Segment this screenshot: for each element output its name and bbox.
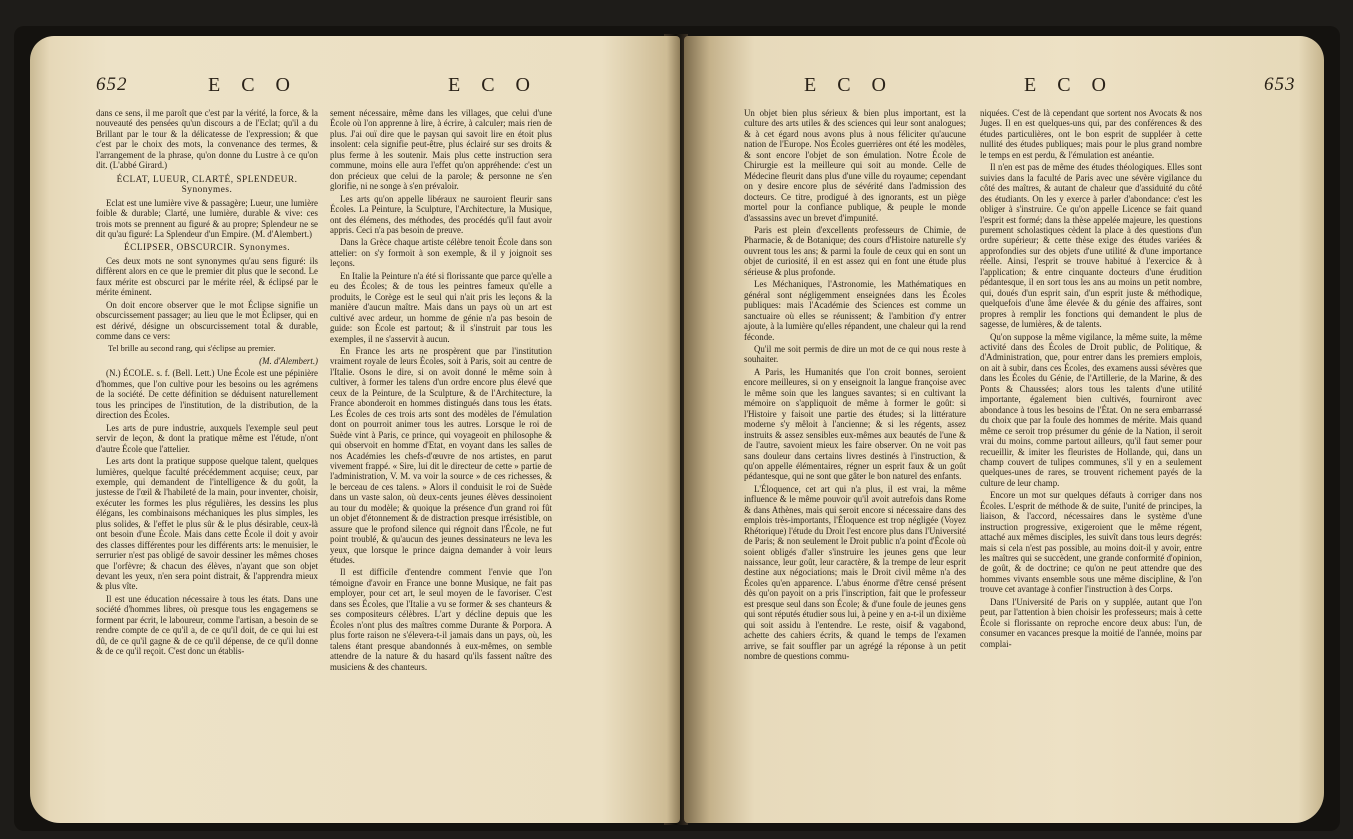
paragraph: L'Éloquence, cet art qui n'a plus, il est vrai, la même influence & le même pouvoir qu'il avoit autrefois dans Rome & dans Athènes, mais qui seroit encore si nécessaire dans des emplois très-importants, l'Éloquence est trop négligée (Voyez Rhétorique) l'étude du Droit l'est encore plus dans l'Université de Paris; & non seulement le Droit public n'a point d'École où soient obligés d'aller s'instruire les jeunes gens que leur naissance, leur goût, leur caractère, & la trempe de leur esprit destine aux négociations; mais le Droit civil même n'a des Écoles qu'en apparence. L'abus énorme d'être censé présent dès qu'on payoit on a pris l'inscription, fait que le professeur est presque seul dans son École; & d'une foule de jeunes gens qui sont réputés étudier sous lui, à peine y en a-t-il un dixième qui soit assidu à l'entendre. Le reste, oisif & vagabond, achette des cahiers écrits, & quand le temps de l'examen arrive, se fait souffler par un agrégé la réponse à un petit nombre de questions commu- [744,483,966,662]
left-page-header [30,74,680,102]
paragraph: Qu'il me soit permis de dire un mot de ce qui nous reste à souhaiter. [744,343,966,365]
open-book [14,26,1340,831]
paragraph: Les arts de pure industrie, auxquels l'exemple seul peut servir de leçon, & dont la pratique même est l'étude, n'ont d'autre École que l'attelier. [96,422,318,454]
paragraph: Les Méchaniques, l'Astronomie, les Mathématiques en général sont négligemment enseignées dans les Écoles publiques: mais l'Académie des Sciences est comme un sanctuaire où elles se réunissent; & l'ambition d'y entrer ajoute, à la lumière qu'elles répandent, une chaleur qui la rend féconde. [744,279,966,342]
paragraph: sement nécessaire, même dans les villages, que celui d'une École où l'on apprenne à lire, à écrire, à calculer; mais rien de plus. J'ai ouï dire que le paysan qui savoit lire en étoit plus insolent: cela signifie peut-être, plus éclairé sur ses droits & plus ferme à les soutenir. Mais plus cette instruction sera commune, moins elle aura l'effet qu'on appréhende: c'est un don précieux que celui de la parole; & personne ne s'en glorifie, ni ne songe à s'en prévaloir. [330,108,552,192]
right-column-2 [980,108,1202,651]
paragraph: On doit encore observer que le mot Éclipse signifie un obscurcissement passager; au lieu que le mot Éclipser, qui en est dérivé, désigne un obscurcissement total & durable, comme dans ce vers: [96,299,318,342]
right-page-header [684,74,1324,102]
paragraph: Qu'on suppose la même vigilance, la même suite, la même activité dans des Écoles de Droit public, de Politique, & d'Administration, que, pour entrer dans les premiers emplois, on ait à subir, dans ces Écoles, des examens aussi sévères que dans les Écoles du Génie, de l'Artillerie, de la Marine, & des Ponts & Chaussées; alors tous les talents d'une utilité importante, également bien cultivés, fourniront avec abondance à tous les besoins de l'État. On ne sera embarrassé du choix que par la foule des hommes de mérite. Mais quand même ce seroit trop présumer du génie de la Nation, il seroit vrai du moins, comme partout ailleurs, qu'il faut semer pour recueillir, & imiter les fleuristes de Hollande, qui, dans un champ couvert de tulipes communes, s'il y en a seulement quelques-unes de rares, se trouvent richement payés de la culture de leur champ. [980,331,1202,488]
left-running-head-1: E C O [208,74,298,96]
paragraph: niquées. C'est de là cependant que sortent nos Avocats & nos Juges. Il en est quelques-uns qui, par des conférences & des études particulières, ont le bon esprit de suppléer à cette nullité des études publiques; mais pour le plus grand nombre le temps en est perdu, & l'émulation est anéantie. [980,108,1202,160]
verse-quote: Tel brille au second rang, qui s'éclipse au premier. [108,343,276,353]
paragraph: Encore un mot sur quelques défauts à corriger dans nos Écoles. L'esprit de méthode & de suite, l'unité de principes, la liaison, & l'accord, nécessaires dans le système d'une instruction progressive, exigeroient que le même régent, attaché aux mêmes disciples, les suivît dans tous leurs degrés: mais si cela n'est pas possible, au moins doit-il y avoir, entre les maîtres qui se succèdent, une grande conformité d'opinion, de goût, & de doctrine; ce qu'on ne peut attendre que des hommes vivants ensemble sous une même discipline, & l'on trouve cet avantage à confier l'instruction à des Corps. [980,490,1202,595]
paragraph: Les arts qu'on appelle libéraux ne sauroient fleurir sans Écoles. La Peinture, la Sculpture, l'Architecture, la Musique, ont des élémens, des méthodes, des procédés qu'il faut avoir appris. Ceci n'a pas besoin de preuve. [330,193,552,235]
right-page-number: 653 [1264,74,1296,95]
paragraph: Dans la Grèce chaque artiste célèbre tenoit École dans son attelier: on s'y formoit à son exemple, & il y joignoit ses leçons. [330,237,552,269]
right-running-head-2: E C O [1024,74,1114,96]
right-column-1 [744,108,966,664]
left-column-2 [330,108,552,674]
paragraph: Dans l'Université de Paris on y supplée, autant que l'on peut, par l'attention à bien choisir les professeurs; mais à cette École si florissante on reproche encore deux abus: l'un, de consumer en vacances presque la moitié de l'année, moins par complai- [980,596,1202,649]
paragraph: Ces deux mots ne sont synonymes qu'au sens figuré: ils diffèrent alors en ce que le premier dit plus que le second. Le faux mérite est obscurci par le mérite réel, & éclipsé par le mérite éminent. [96,255,318,298]
paragraph: Les arts dont la pratique suppose quelque talent, quelques lumières, quelque faculté précédemment acquise; ceux, par exemple, qui demandent de l'intelligence & du goût, la justesse de l'œil & l'habileté de la main, pour inventer, choisir, exécuter les formes les plus régulières, les dessins les plus élégans, les combinaisons méchaniques les plus simples, les plus solides, & l'effet le plus sûr & le plus désirable, ceux-là ont besoin d'une École. Mais dans cette École il doit y avoir des classes différentes pour les différents arts: le menuisier, le serrurier n'est pas obligé de savoir dessiner les mêmes choses que l'orfèvre; & chacun des élèves, n'ayant que son objet devant les yeux, n'en sera point distrait, & l'apprendra mieux & plus vîte. [96,456,318,592]
paragraph: En Italie la Peinture n'a été si florissante que parce qu'elle a eu des Écoles; & de tous les peintres fameux qu'elle a produits, le Corège est le seul qui n'ait pris les leçons & la manière d'aucun maître. Mais dans un pays où un art est cultivé avec ardeur, un homme de génie n'a pas besoin de guide: son École est partout; & il s'instruit par tous les exemples, il ne s'asservit à aucun. [330,270,552,344]
paragraph: Il n'en est pas de même des études théologiques. Elles sont suivies dans la faculté de Paris avec une sévère vigilance du côté des maîtres, & autant de chaleur que d'assiduité du côté des étudiants. On les y exerce à parler d'abondance: c'est les obliger à s'instruire. Ce qu'on appelle Licence se fait quand l'esprit est formé; dans la thèse appelée majeure, les questions purement scholastiques cèdent la place à des questions d'un ordre supérieur; & cette thèse exige des études variées & approfondies sur des objets d'une utilité & d'une importance réelle. Ainsi, l'esprit se trouve habitué à l'exercice & à l'application; & entre cinquante docteurs d'une érudition pédantesque, il en sort tous les ans au moins un petit nombre, qui, doués d'un esprit sain, d'un esprit juste & méthodique, quelquefois d'une âme élevée & du génie des affaires, sont propres à remplir les fonctions qui demandent le plus de sagesse, de lumières, & de talents. [980,162,1202,330]
paragraph: Paris est plein d'excellents professeurs de Chimie, de Pharmacie, & de Botanique; des cours d'Histoire naturelle s'y ouvrent tous les ans; & parmi la foule de ceux qui en sont un objet de curiosité, il en est assez qui en font une étude plus sérieuse & plus profonde. [744,224,966,277]
author-signature: (M. d'Alembert.) [259,355,318,366]
left-page [30,36,680,823]
entry-heading: ÉCLAT, LUEUR, CLARTÉ, SPLENDEUR. Synonymes. [116,174,298,196]
paragraph: Eclat est une lumière vive & passagère; Lueur, une lumière foible & durable; Clarté, une lumière, durable & vive: ces trois mots se prennent au figuré & au propre; Splendeur ne se dit qu'au figuré: La Splendeur d'un Empire. (M. d'Alembert.) [96,197,318,239]
paragraph: (N.) ÉCOLE. s. f. (Bell. Lett.) Une École est une pépinière d'hommes, que l'on cultive pour les besoins ou les agrémens de la société. De cette définition se déduisent naturellement tous les principes de l'institution, de la distribution, de la direction des Écoles. [96,368,318,421]
paragraph: A Paris, les Humanités que l'on croit bonnes, seroient encore meilleures, si on y enseignoit la langue françoise avec le même soin que les langues savantes; si en cultivant la mémoire on s'appliquoit de même à former le goût: si l'Histoire y faisoit une partie des études; si la littérature moderne s'y mêloit à l'ancienne; & si les régents, assez instruits & assez sensibles eux-mêmes aux beautés de l'une & de l'autre, savoient mieux les faire observer. On ne voit pas sans douleur dans certains livres destinés à l'instruction, & qu'on appelle élémentaires, régner un esprit faux & un goût pédantesque, qui ne sont que gâter le bon naturel des enfants. [744,366,966,482]
paragraph: dans ce sens, il me paroît que c'est par la vérité, la force, & la nouveauté des pensées qu'un discours a de l'Eclat; qu'il a du Brillant par le tour & la délicatesse de l'expression; & que c'est par le choix des mots, la convenance des termes, & l'arrangement de la phrase, qu'on donne du Lustre à ce qu'on dit. (L'abbé Girard.) [96,108,318,171]
paragraph: En France les arts ne prospèrent que par l'institution vraiment royale de leurs Écoles, soit à Paris, soit au centre de l'Italie. Osons le dire, si on avoit donné le même soin à cultiver, à former les talens d'un ordre encore plus élevé que ceux de la Peinture, de la Sculpture, & de l'Architecture, la France abonderoit en hommes distingués dans tous les états. Les Écoles de ces trois arts sont des modèles de l'émulation dont on pourroit animer tous les autres. Lorsque le roi de Suède vint à Paris, ce prince, qui voyageoit en philosophe & qui observoit en homme d'Etat, en voyant dans les salles de nos Académies les chefs-d'œuvre de nos artistes, en parut vivement frappé. « Sire, lui dit le directeur de cette » partie de l'administration, V. M. va voir la source » de ces richesses, & le berceau de ces talens. » Alors il conduisit le roi de Suède dans un vaste salon, où deux-cents jeunes élèves dessinoient au tour du modèle; & quoique la présence d'un grand roi fût un objet d'étonnement & de distraction presque irrésistible, on assure que le profond silence qui régnoit dans l'École, ne fut point troublé, & qu'aucun des jeunes dessinateurs ne leva les yeux, que lorsque le prince daigna demander à voir leurs études. [330,345,552,566]
right-running-head-1: E C O [804,74,894,96]
left-page-number: 652 [96,74,128,95]
left-column-1 [96,108,318,659]
right-page [684,36,1324,823]
left-running-head-2: E C O [448,74,538,96]
paragraph: Un objet bien plus sérieux & bien plus important, est la culture des arts utiles & des sciences qui leur sont analogues; & à cet égard nous avons plus à nous féliciter qu'aucune nation de l'Europe. Nos Écoles guerrières ont été les modèles, & sont encore l'objet de son émulation. Notre École de Chirurgie est la meilleure qui soit au monde. Celle de Médecine fleurit dans plus d'une ville du royaume; cependant on y desire encore plus de sévérité dans l'admission des docteurs. Ce titre, prodigué à des ignorants, est un piège mortel pour la confiance publique, & peuple le monde d'assassins avec un brevet d'impunité. [744,108,966,223]
entry-heading: ÉCLIPSER, OBSCURCIR. Synonymes. [123,243,291,254]
paragraph: Il est difficile d'entendre comment l'envie que l'on témoigne d'avoir en France une bonne Musique, ne fait pas employer, pour cet art, le seul moyen de le favoriser. C'est dans ses Écoles, que l'Italie a vu se former & ses chanteurs & ses compositeurs célèbres. L'art y décline depuis que les Écoles n'ont plus des maîtres comme Durante & Porpora. A plus forte raison ne s'élevera-t-il jamais dans un pays, où, les talens étant presque abandonnés à eux-mêmes, on semble attendre de la nature & du hasard qu'ils fassent naître des musiciens & des chanteurs. [330,567,552,672]
paragraph: Il est une éducation nécessaire à tous les états. Dans une société d'hommes libres, où presque tous les engagemens se forment par écrit, le laboureur, comme l'artisan, a besoin de se rendre compte de ce qu'il a, de ce qu'il doit, de ce qui lui est dû, de ce qu'il gagne & de ce qu'il dépense, de ce qu'il donne & de ce qu'il reçoit. C'est donc un établis- [96,593,318,657]
